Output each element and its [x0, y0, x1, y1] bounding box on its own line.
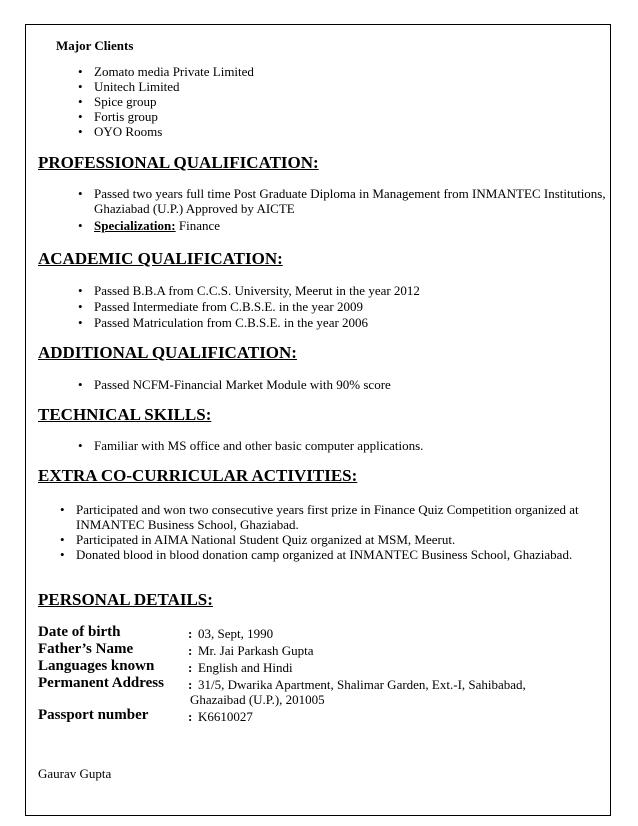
list-item: • Passed two years full time Post Graduate Diploma in Management from INMANTEC Institutions,: [78, 186, 606, 201]
specialization-label: Specialization:: [94, 218, 176, 233]
list-item: • Specialization: Finance: [78, 218, 221, 233]
list-item: • Participated and won two consecutive years first prize in Finance Quiz Competition organized at: [60, 502, 579, 517]
dob-value: 03, Sept, 1990: [198, 626, 274, 641]
father-name-label: Father’s Name: [38, 641, 134, 657]
colon: :: [188, 643, 193, 658]
list-item: • Zomato media Private Limited: [78, 64, 254, 79]
list-item: • Passed B.B.A from C.C.S. University, Meerut in the year 2012: [78, 283, 420, 298]
list-item: • Familiar with MS office and other basic computer applications.: [78, 438, 424, 453]
languages-label: Languages known: [38, 658, 155, 674]
father-name-value: Mr. Jai Parkash Gupta: [198, 643, 314, 658]
list-item: • Fortis group: [78, 109, 158, 124]
languages-value: English and Hindi: [198, 660, 293, 675]
list-item: • Unitech Limited: [78, 79, 180, 94]
extra-heading: EXTRA CO-CURRICULAR ACTIVITIES:: [38, 466, 358, 485]
address-value-line1: 31/5, Dwarika Apartment, Shalimar Garden, Ext.-I, Sahibabad,: [198, 677, 526, 692]
dob-label: Date of birth: [38, 624, 121, 640]
list-item: • Passed NCFM-Financial Market Module with 90% score: [78, 377, 391, 392]
professional-heading: PROFESSIONAL QUALIFICATION:: [38, 153, 319, 172]
colon: :: [188, 660, 193, 675]
list-item-continuation: INMANTEC Business School, Ghaziabad.: [76, 517, 299, 532]
list-item: • Spice group: [78, 94, 157, 109]
passport-value: K6610027: [198, 709, 253, 724]
list-item: • Passed Intermediate from C.B.S.E. in the year 2009: [78, 299, 363, 314]
passport-label: Passport number: [38, 707, 149, 723]
list-item: • Donated blood in blood donation camp organized at INMANTEC Business School, Ghaziabad.: [60, 547, 573, 562]
technical-heading: TECHNICAL SKILLS:: [38, 405, 212, 424]
colon: :: [188, 709, 193, 724]
list-item: • Participated in AIMA National Student Quiz organized at MSM, Meerut.: [60, 532, 456, 547]
list-item: • OYO Rooms: [78, 124, 163, 139]
personal-heading: PERSONAL DETAILS:: [38, 590, 213, 609]
major-clients-title: Major Clients: [56, 38, 134, 53]
additional-heading: ADDITIONAL QUALIFICATION:: [38, 343, 297, 362]
footer-name: Gaurav Gupta: [38, 766, 112, 781]
address-value-line2: Ghazaibad (U.P.), 201005: [190, 692, 325, 707]
list-item-continuation: Ghaziabad (U.P.) Approved by AICTE: [94, 201, 295, 216]
address-label: Permanent Address: [38, 675, 164, 691]
academic-heading: ACADEMIC QUALIFICATION:: [38, 249, 283, 268]
colon: :: [188, 677, 193, 692]
list-item: • Passed Matriculation from C.B.S.E. in the year 2006: [78, 315, 369, 330]
colon: :: [188, 626, 193, 641]
